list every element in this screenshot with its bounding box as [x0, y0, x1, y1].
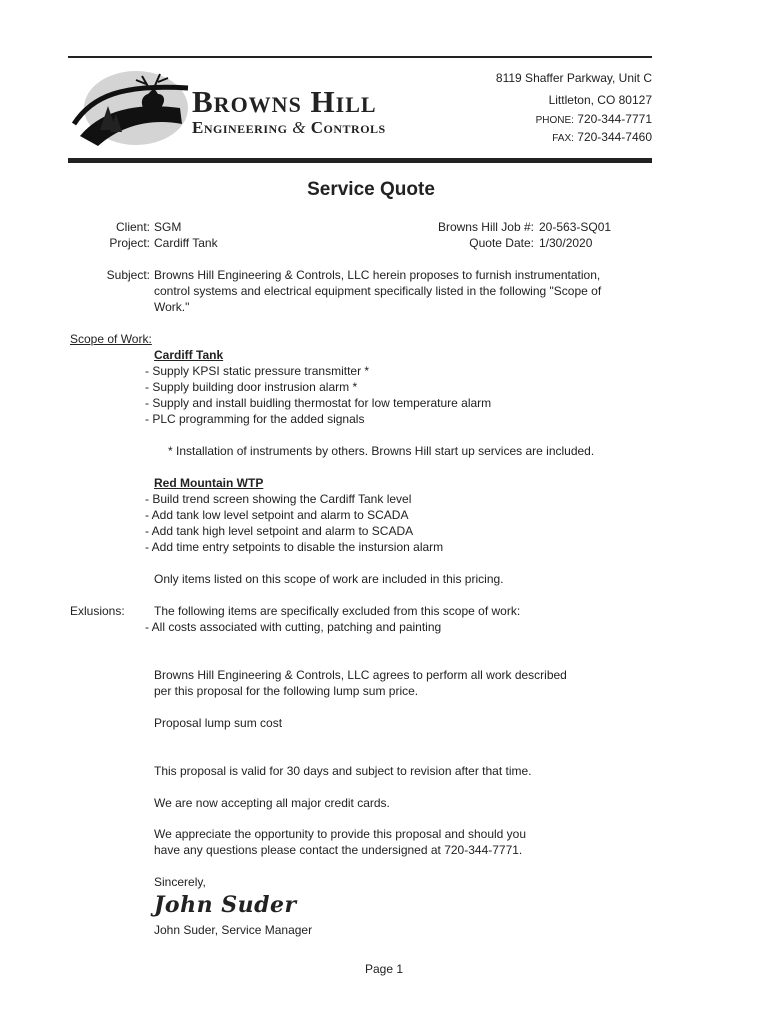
exclusions-label: Exlusions: [70, 604, 125, 618]
agree-line: Browns Hill Engineering & Controls, LLC agrees to perform all work described [154, 668, 567, 682]
phone-line [536, 112, 652, 126]
subject-line: control systems and electrical equipment specifically listed in the following "Scope of [154, 284, 602, 298]
brand-line2 [192, 118, 386, 138]
credit-cards-line: We are now accepting all major credit cards. [154, 796, 390, 810]
section-title-cardiff: Cardiff Tank [154, 348, 224, 362]
scope-note: * Installation of instruments by others. Browns Hill start up services are included. [168, 444, 595, 458]
agree-line: per this proposal for the following lump sum price. [154, 684, 419, 698]
brand-ampersand: & [292, 118, 307, 137]
exclusions-intro: The following items are specifically excluded from this scope of work: [154, 604, 521, 618]
scope-item: - Supply and install buidling thermostat for low temperature alarm [145, 396, 492, 410]
section-title-red-mountain: Red Mountain WTP [154, 476, 264, 490]
scope-label: Scope of Work: [70, 332, 152, 346]
fax-label: FAX: [552, 133, 574, 144]
scope-item: - Supply KPSI static pressure transmitter * [145, 364, 370, 378]
subject-line: Browns Hill Engineering & Controls, LLC herein proposes to furnish instrumentation, [154, 268, 601, 282]
lump-sum-line: Proposal lump sum cost [154, 716, 283, 730]
header-rule [68, 158, 652, 163]
job-value: 20-563-SQ01 [539, 220, 612, 234]
date-value: 1/30/2020 [539, 236, 593, 250]
scope-item: - Supply building door instrusion alarm * [145, 380, 358, 394]
brand-engineering: Engineering [192, 118, 288, 137]
validity-line: This proposal is valid for 30 days and subject to revision after that time. [154, 764, 532, 778]
client-label: Client: [115, 220, 150, 234]
city-line: Littleton, CO 80127 [548, 93, 652, 107]
top-rule [68, 56, 652, 58]
scope-item: - Add tank high level setpoint and alarm to SCADA [145, 524, 414, 538]
page-number: Page 1 [364, 962, 404, 976]
brand-name [192, 86, 386, 138]
client-value: SGM [154, 220, 182, 234]
appreciate-line: We appreciate the opportunity to provide this proposal and should you [154, 827, 527, 841]
exclusion-item: - All costs associated with cutting, patching and painting [145, 620, 442, 634]
scope-item: - PLC programming for the added signals [145, 412, 365, 426]
project-label: Project: [109, 236, 150, 250]
signer-line: John Suder, Service Manager [154, 923, 313, 937]
subject-label: Subject: [106, 268, 150, 282]
fax-line [552, 130, 652, 144]
address-line: 8119 Shaffer Parkway, Unit C [495, 71, 652, 85]
project-value: Cardiff Tank [154, 236, 218, 250]
scope-item: - Build trend screen showing the Cardiff Tank level [145, 492, 412, 506]
only-items-note: Only items listed on this scope of work are included in this pricing. [154, 572, 504, 586]
elk-logo-icon [70, 66, 192, 148]
closing: Sincerely, [154, 875, 206, 889]
subject-line: Work." [154, 300, 190, 314]
phone-value: 720-344-7771 [577, 112, 652, 126]
fax-value: 720-344-7460 [577, 130, 652, 144]
brand-controls: Controls [310, 118, 386, 137]
job-label: Browns Hill Job #: [437, 220, 534, 234]
brand-line1: Browns Hill [192, 84, 377, 119]
scope-item: - Add time entry setpoints to disable the instursion alarm [145, 540, 444, 554]
document-title: Service Quote [307, 179, 435, 200]
signature: John Suder [154, 892, 297, 918]
scope-item: - Add tank low level setpoint and alarm to SCADA [145, 508, 409, 522]
phone-label: PHONE: [535, 115, 574, 126]
date-label: Quote Date: [469, 236, 534, 250]
appreciate-line: have any questions please contact the undersigned at 720-344-7771. [154, 843, 523, 857]
